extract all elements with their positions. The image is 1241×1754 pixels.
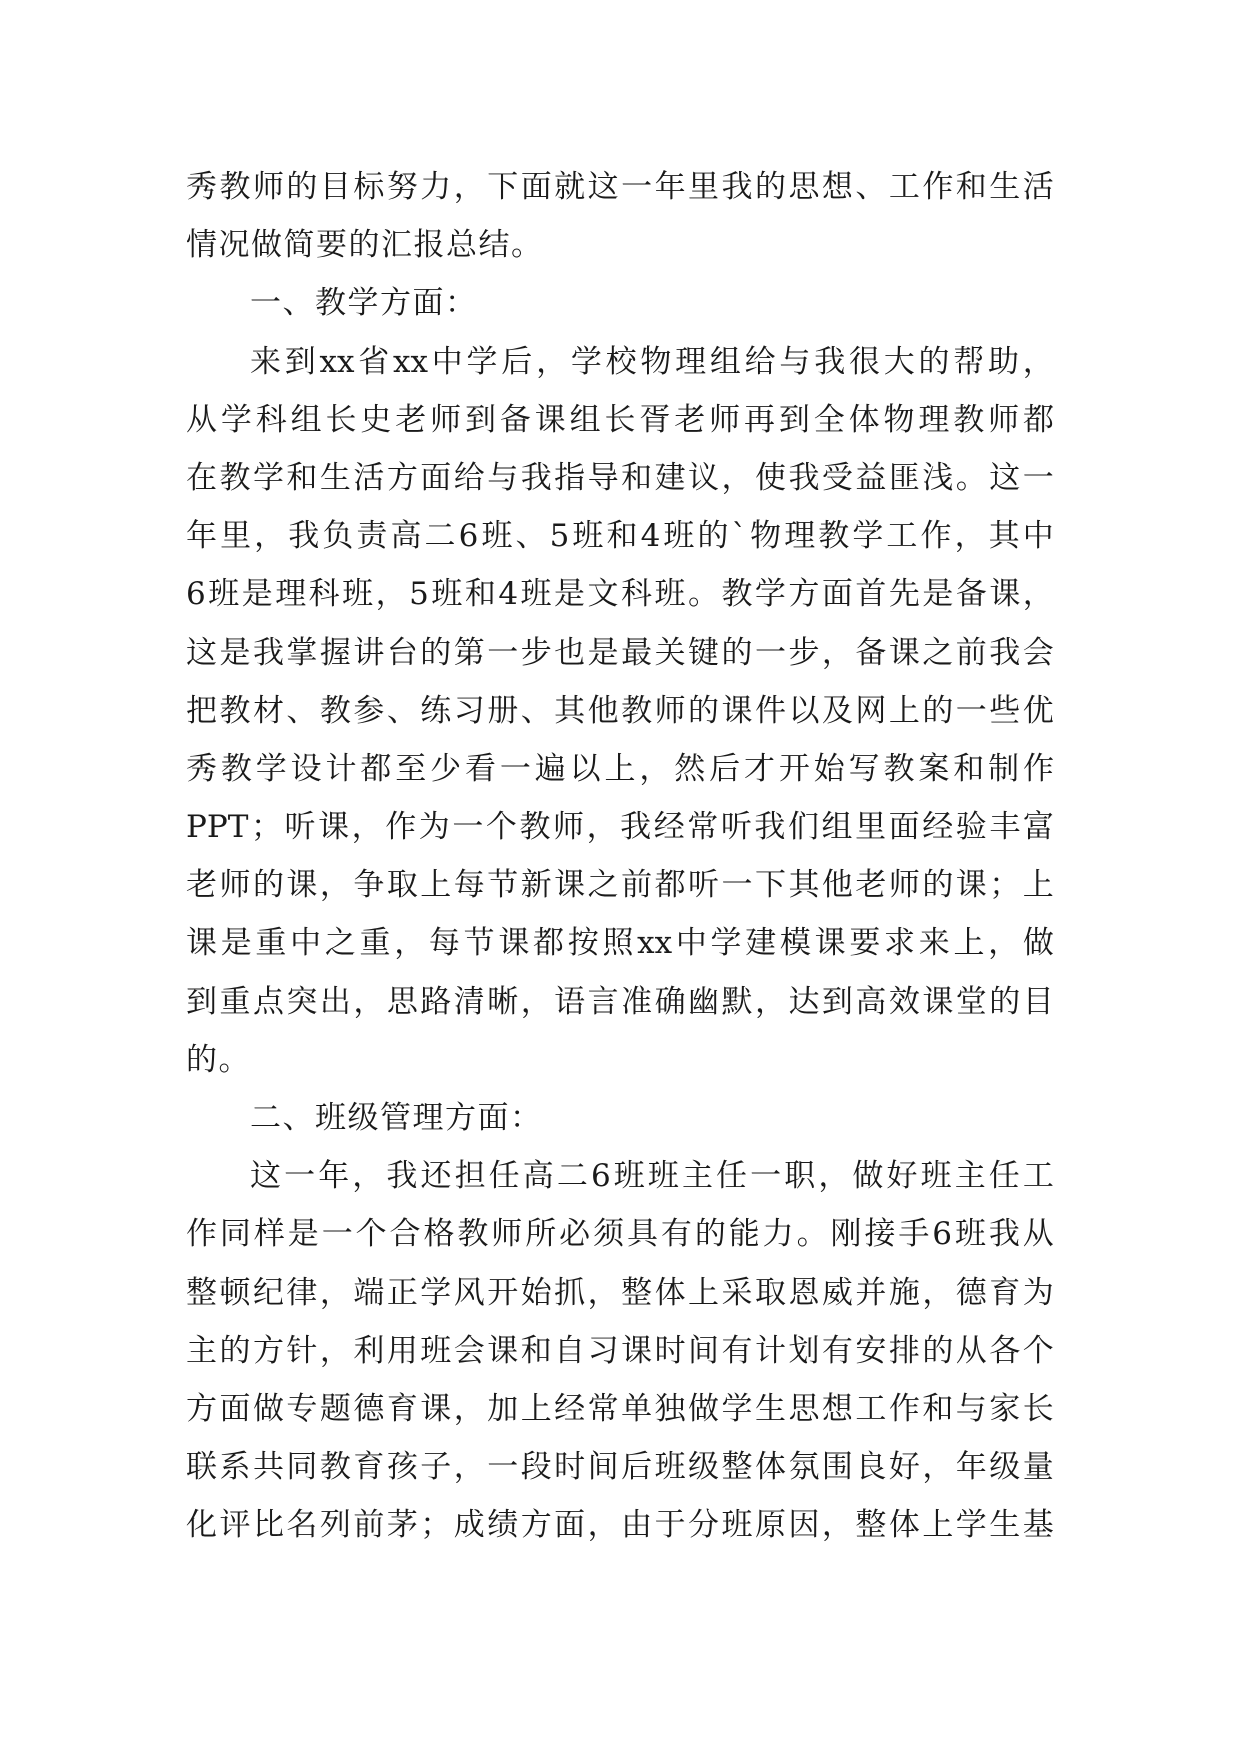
text-line: 一 、 教 学 方 面 ：	[250, 285, 476, 322]
text-line: 情 况 做 简 要 的 汇 报 总 结 。	[186, 227, 542, 264]
text-line: 作 同 样 是 一 个 合 格 教 师 所 必 须 具 有 的 能 力 。 刚 接 手 6 班 我 从	[186, 1216, 1054, 1253]
text-line: 在 教 学 和 生 活 方 面 给 与 我 指 导 和 建 议 ， 使 我 受 益 匪 浅 。 这 一	[186, 459, 1054, 496]
text-line: 秀 教 学 设 计 都 至 少 看 一 遍 以 上 ， 然 后 才 开 始 写 教 案 和 制 作	[186, 750, 1054, 787]
text-line: 6 班 是 理 科 班 ， 5 班 和 4 班 是 文 科 班 。 教 学 方 面 首 先 是 备 课 ，	[186, 576, 1054, 613]
text-line: 整 顿 纪 律 ， 端 正 学 风 开 始 抓 ， 整 体 上 采 取 恩 威 并 施 ， 德 育 为	[186, 1274, 1054, 1311]
text-line: 课 是 重 中 之 重 ， 每 节 课 都 按 照 xx 中 学 建 模 课 要 求 来 上 ， 做	[186, 925, 1054, 962]
text-line: 联 系 共 同 教 育 孩 子 ， 一 段 时 间 后 班 级 整 体 氛 围 良 好 ， 年 级 量	[186, 1449, 1054, 1486]
text-line: 这 一 年 ， 我 还 担 任 高 二 6 班 班 主 任 一 职 ， 做 好 班 主 任 工	[250, 1158, 1054, 1195]
text-line: 秀 教 师 的 目 标 努 力 ， 下 面 就 这 一 年 里 我 的 思 想 、 工 作 和 生 活	[186, 169, 1054, 205]
text-line: 从 学 科 组 长 史 老 师 到 备 课 组 长 胥 老 师 再 到 全 体 物 理 教 师 都	[186, 401, 1054, 438]
text-line: 方 面 做 专 题 德 育 课 ， 加 上 经 常 单 独 做 学 生 思 想 工 作 和 与 家 长	[186, 1390, 1054, 1427]
text-line: 二 、 班 级 管 理 方 面 ：	[250, 1100, 541, 1136]
text-line: 这 是 我 掌 握 讲 台 的 第 一 步 也 是 最 关 键 的 一 步 ， 备 课 之 前 我 会	[186, 634, 1054, 671]
text-line: 老 师 的 课 ， 争 取 上 每 节 新 课 之 前 都 听 一 下 其 他 老 师 的 课 ； 上	[186, 867, 1054, 904]
text-line: 化 评 比 名 列 前 茅 ； 成 绩 方 面 ， 由 于 分 班 原 因 ， 整 体 上 学 生 基	[186, 1507, 1054, 1544]
text-line: 把 教 材 、 教 参 、 练 习 册 、 其 他 教 师 的 课 件 以 及 网 上 的 一 些 优	[186, 692, 1054, 729]
text-line: 年 里 ， 我 负 责 高 二 6 班 、 5 班 和 4 班 的 ` 物 理 教 学 工 作 ， 其 中	[186, 518, 1054, 555]
text-line: 主 的 方 针 ， 利 用 班 会 课 和 自 习 课 时 间 有 计 划 有 安 排 的 从 各 个	[186, 1332, 1054, 1369]
text-line: 的 。	[186, 1041, 250, 1078]
text-line: 来 到 xx 省 xx 中 学 后 ， 学 校 物 理 组 给 与 我 很 大 的 帮 助 ，	[250, 343, 1054, 380]
text-line: PPT ； 听 课 ， 作 为 一 个 教 师 ， 我 经 常 听 我 们 组 里 面 经 验 丰 富	[186, 809, 1054, 846]
text-line: 到 重 点 突 出 ， 思 路 清 晰 ， 语 言 准 确 幽 默 ， 达 到 高 效 课 堂 的 目	[186, 983, 1054, 1020]
document-body	[186, 158, 1054, 1555]
